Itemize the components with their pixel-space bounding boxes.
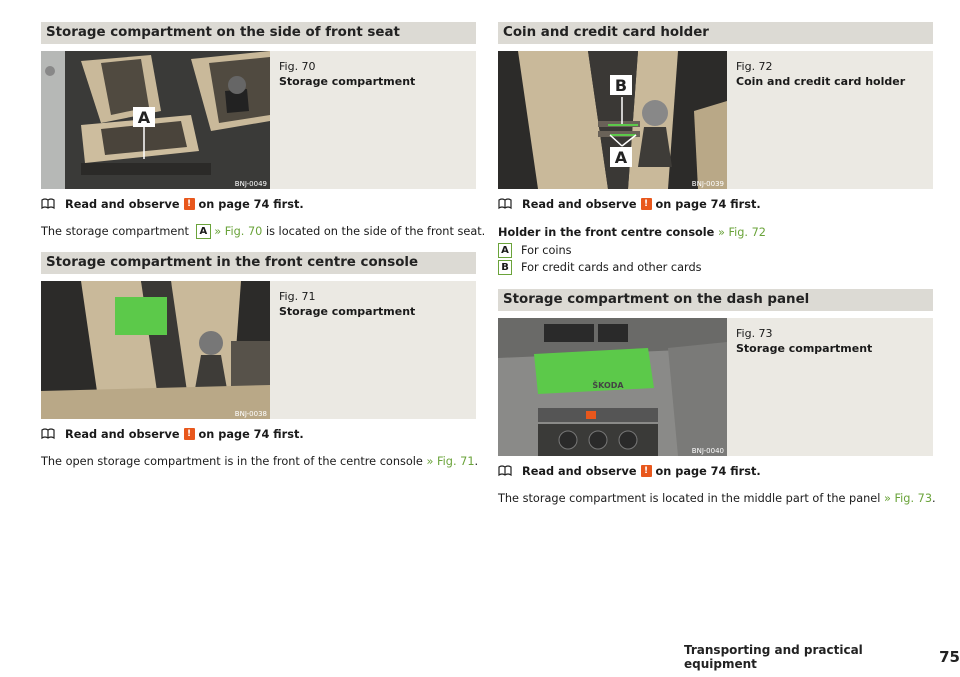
read-observe-prefix: Read and observe	[65, 427, 180, 441]
key-a: A	[196, 224, 212, 239]
figure-70	[41, 51, 476, 189]
warning-icon: !	[184, 428, 195, 440]
read-observe-line	[498, 197, 933, 211]
callout-a: A	[614, 148, 628, 167]
body-text	[41, 224, 486, 239]
body-text-end: .	[474, 455, 479, 468]
read-observe-prefix: Read and observe	[65, 197, 180, 211]
read-observe-line	[41, 197, 476, 211]
figure-caption	[736, 326, 872, 356]
read-observe-line	[41, 427, 476, 441]
key-b: B	[498, 260, 512, 275]
body-text-start: The storage compartment	[41, 225, 189, 238]
figure-title: Coin and credit card holder	[736, 75, 906, 88]
right-column	[498, 22, 936, 506]
holder-heading	[498, 225, 933, 240]
figure-number: Fig. 70	[279, 60, 316, 73]
figure-link[interactable]: » Fig. 71	[426, 455, 475, 468]
figure-72	[498, 51, 933, 189]
read-observe-line	[498, 464, 933, 478]
callout-a: A	[137, 108, 151, 127]
read-observe-suffix: on page 74 first.	[198, 427, 304, 441]
page-footer	[684, 643, 960, 671]
warning-icon: !	[641, 465, 652, 477]
figure-photo	[41, 281, 270, 419]
body-text	[498, 491, 936, 506]
image-code: BNJ-0049	[234, 180, 267, 188]
list-item	[498, 259, 933, 276]
figure-link[interactable]: » Fig. 73	[883, 492, 933, 505]
list-item	[498, 242, 933, 259]
section-title: Storage compartment in the front centre console	[41, 252, 476, 274]
callout-b: B	[614, 76, 628, 95]
brand-text: ŠKODA	[592, 381, 624, 390]
figure-title: Storage compartment	[279, 75, 416, 88]
figure-caption	[279, 59, 415, 89]
key-a: A	[498, 243, 512, 258]
warning-icon: !	[641, 198, 652, 210]
figure-73	[498, 318, 933, 456]
read-observe-suffix: on page 74 first.	[655, 197, 761, 211]
book-icon	[41, 198, 55, 210]
figure-photo	[41, 51, 270, 189]
holder-list	[498, 242, 933, 276]
warning-icon: !	[184, 198, 195, 210]
figure-link[interactable]: » Fig. 72	[717, 226, 766, 239]
section-title: Storage compartment on the side of front seat	[41, 22, 476, 44]
figure-caption	[736, 59, 905, 89]
image-code: BNJ-0040	[691, 447, 724, 455]
figure-number: Fig. 73	[736, 327, 773, 340]
section-title: Coin and credit card holder	[498, 22, 933, 44]
read-observe-prefix: Read and observe	[522, 464, 637, 478]
figure-link[interactable]: » Fig. 70	[214, 225, 263, 238]
list-item-text: For coins	[521, 244, 572, 257]
figure-title: Storage compartment	[279, 305, 416, 318]
image-code: BNJ-0038	[234, 410, 267, 418]
figure-caption	[279, 289, 415, 319]
body-text-start: The open storage compartment is in the front of the centre console	[41, 455, 423, 468]
figure-photo	[498, 51, 727, 189]
list-item-text: For credit cards and other cards	[521, 261, 702, 274]
figure-photo	[498, 318, 727, 456]
read-observe-suffix: on page 74 first.	[198, 197, 304, 211]
left-column	[41, 22, 486, 469]
image-code: BNJ-0039	[691, 180, 724, 188]
body-text-start: The storage compartment is located in the middle part of the panel	[498, 492, 881, 505]
book-icon	[498, 465, 512, 477]
body-text	[41, 454, 479, 469]
chapter-title: Transporting and practical equipment	[684, 643, 863, 671]
figure-number: Fig. 71	[279, 290, 316, 303]
figure-title: Storage compartment	[736, 342, 873, 355]
body-text-end: is located on the side of the front seat.	[265, 225, 486, 238]
page-number: 75	[939, 648, 960, 666]
read-observe-suffix: on page 74 first.	[655, 464, 761, 478]
body-text-end: .	[932, 492, 936, 505]
section-title: Storage compartment on the dash panel	[498, 289, 933, 311]
figure-71	[41, 281, 476, 419]
figure-number: Fig. 72	[736, 60, 773, 73]
holder-label: Holder in the front centre console	[498, 226, 715, 239]
book-icon	[498, 198, 512, 210]
book-icon	[41, 428, 55, 440]
read-observe-prefix: Read and observe	[522, 197, 637, 211]
